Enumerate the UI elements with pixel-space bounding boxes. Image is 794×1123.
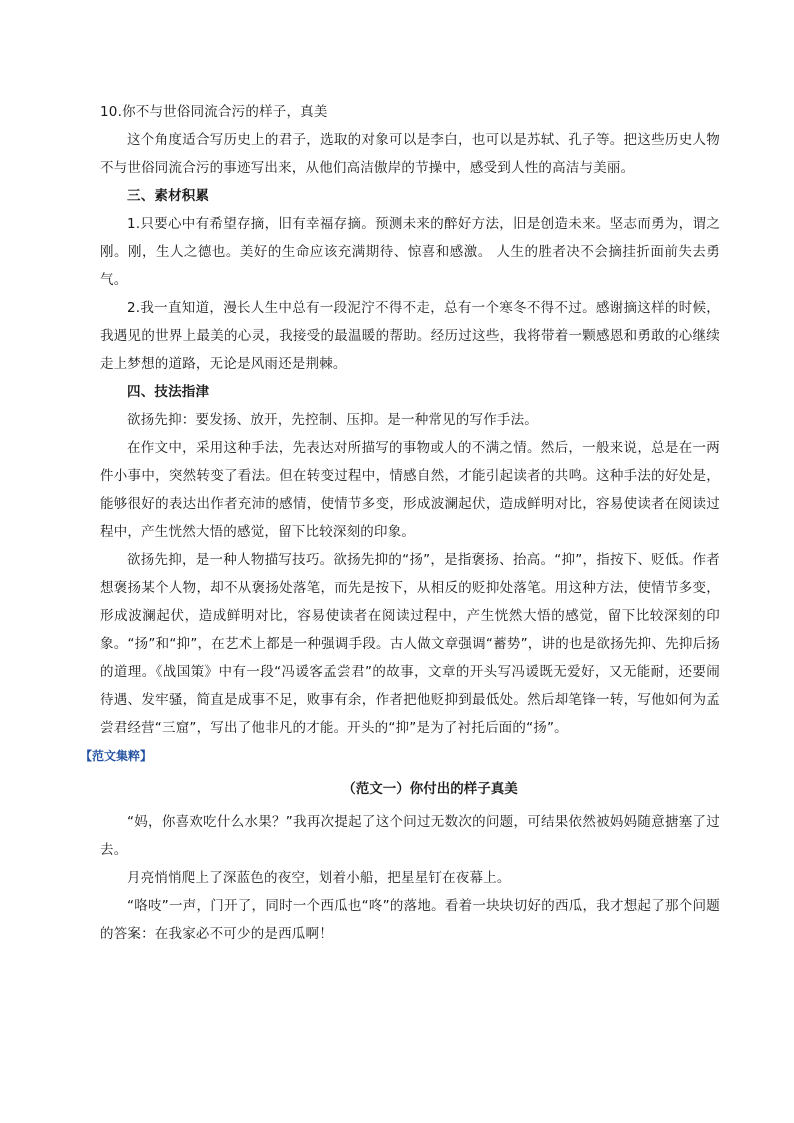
technique-definition: 欲扬先抑：要发扬、放开，先控制、压抑。是一种常见的写作手法。 [127,412,538,428]
sample-section-tag: 【范文集粹】 [80,749,153,763]
sample-paragraph-1: “妈，你喜欢吃什么水果？”我再次提起了这个问过无数次的问题，可结果依然被妈妈随意搪塞了过去。 [100,814,720,858]
document-page [80,98,720,948]
material-2: 2.我一直知道，漫长人生中总有一段泥泞不得不走，总有一个寒冬不得不过。感谢摘这样的时候，我遇见的世界上最美的心灵，我接受的最温暖的帮助。经历过这些，我将带着一颗感恩和勇敢的心继续走上梦想的道路，无论是风雨还是荆棘。 [100,300,720,372]
section3-heading: 三、素材积累 [127,188,210,204]
material-1: 1.只要心中有希望存摘，旧有幸福存摘。预测未来的醉好方法，旧是创造未来。坚志而勇为，谓之刚。刚，生人之德也。美好的生命应该充满期待、惊喜和感激。 人生的胜者决不会摘挂折面前失去勇气。 [100,216,720,288]
technique-paragraph-1: 在作文中，采用这种手法，先表达对所描写的事物或人的不满之情。然后，一般来说，总是在一两件小事中，突然转变了看法。但在转变过程中，情感自然，才能引起读者的共鸣。这种手法的好处是，能够很好的表达出作者充沛的感情，使情节多变，形成波澜起伏，造成鲜明对比，容易使读者在阅读过程中，产生恍然大悟的感觉，留下比较深刻的印象。 [100,440,720,540]
item10-body: 这个角度适合写历史上的君子，选取的对象可以是李白，也可以是苏轼、孔子等。把这些历史人物不与世俗同流合污的事迹写出来，从他们高洁傲岸的节操中，感受到人性的高洁与美丽。 [100,132,720,176]
sample-title: （范文一）你付出的样子真美 [342,781,518,797]
item10-title: 10.你不与世俗同流合污的样子，真美 [100,104,328,120]
technique-paragraph-2: 欲扬先抑，是一种人物描写技巧。欲扬先抑的“扬”，是指褒扬、抬高。“抑”，指按下、贬低。作者想褒扬某个人物，却不从褒扬处落笔，而先是按下，从相反的贬抑处落笔。用这种方法，使情节多变，形成波澜起伏，造成鲜明对比，容易使读者在阅读过程中，产生恍然大悟的感觉，留下比较深刻的印象。“扬”和“抑”，在艺术上都是一种强调手段。古人做文章强调“蓄势”，讲的也是欲扬先抑、先抑后扬的道理。《战国策》中有一段“冯谖客孟尝君”的故事，文章的开头写冯谖既无爱好，又无能耐，还要闹待遇、发牢骚，简直是成事不足，败事有余，作者把他贬抑到最低处。然后却笔锋一转，写他如何为孟尝君经营“三窟”，写出了他非凡的才能。开头的“抑”是为了衬托后面的“扬”。 [100,552,720,736]
section4-heading: 四、技法指津 [127,384,210,400]
sample-paragraph-3: “咯吱”一声，门开了，同时一个西瓜也“咚”的落地。看着一块块切好的西瓜，我才想起了那个问题的答案：在我家必不可少的是西瓜啊！ [100,898,720,942]
sample-paragraph-2: 月亮悄悄爬上了深蓝色的夜空，划着小船，把星星钉在夜幕上。 [127,870,511,886]
